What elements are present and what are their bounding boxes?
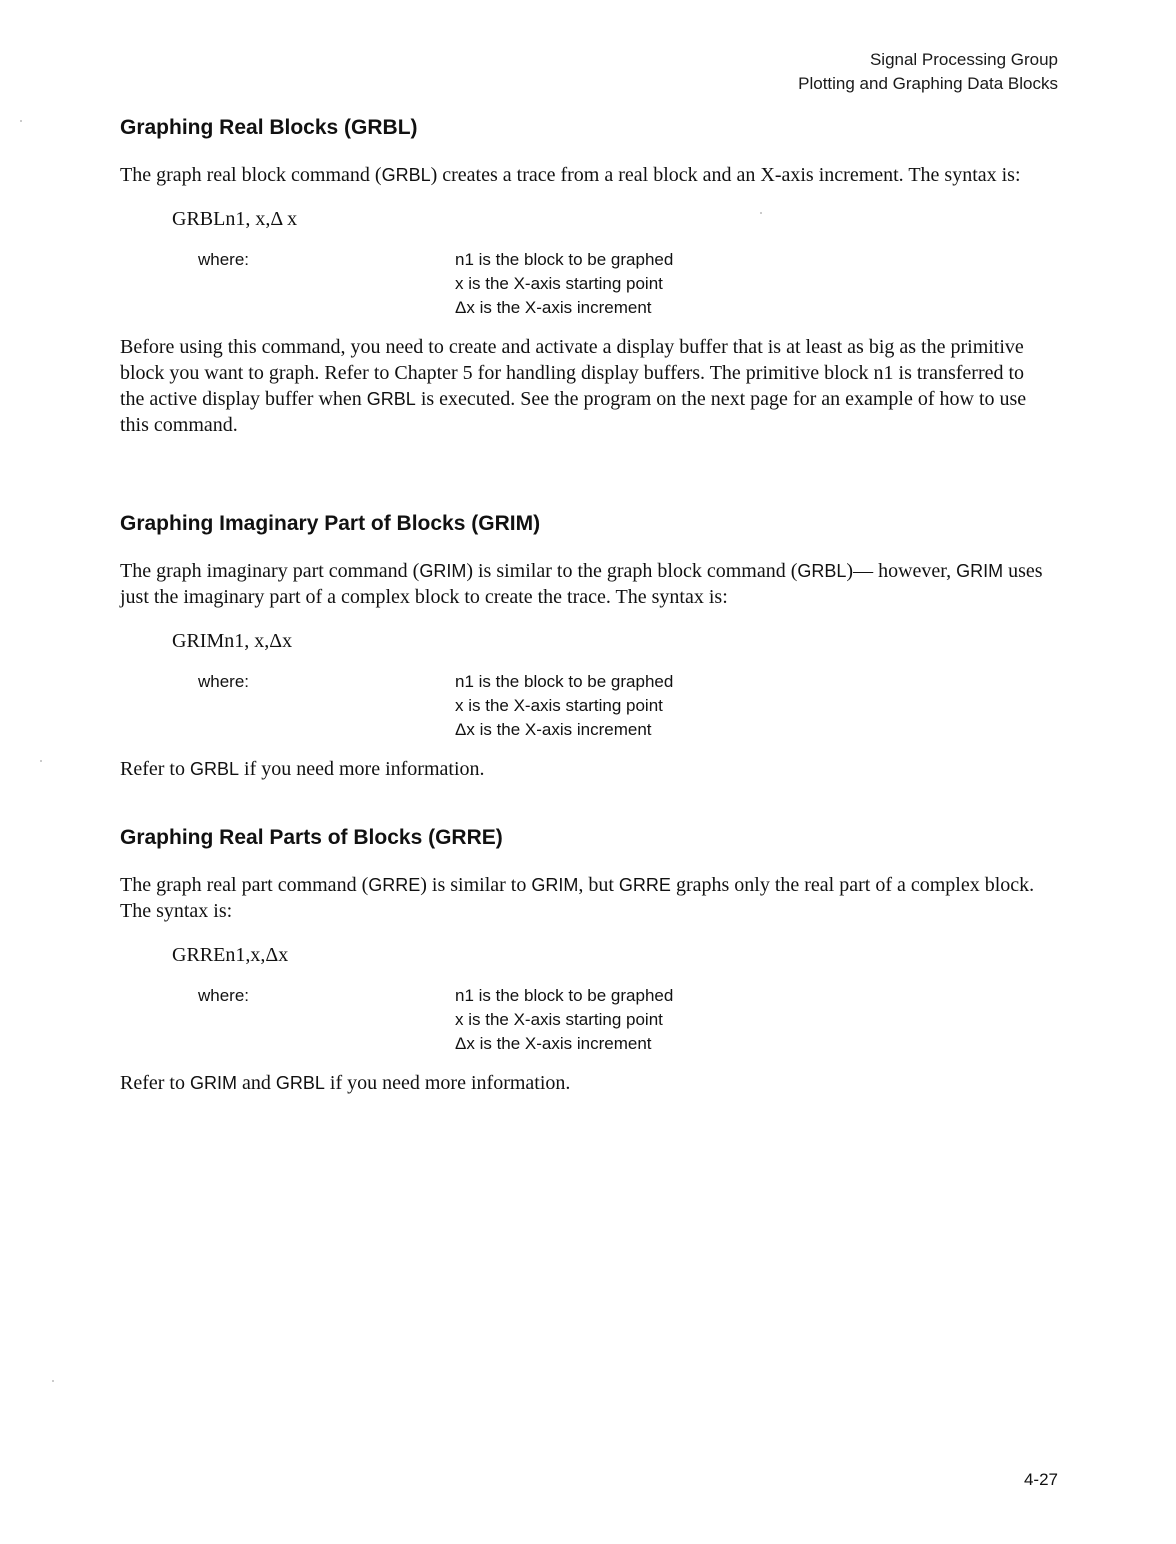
parameter-descriptions xyxy=(455,248,673,320)
text-run: and xyxy=(236,1072,276,1094)
text-run: uses just the imaginary part of a complex block to create the trace. The syntax is: xyxy=(120,560,1043,608)
section-intro xyxy=(120,162,1050,188)
where-label: where: xyxy=(198,250,250,269)
parameter-n1: n1 is the block to be graphed xyxy=(455,986,674,1005)
parameter-dx: Δx is the X-axis increment xyxy=(455,298,652,317)
parameter-descriptions xyxy=(455,984,673,1056)
scan-speck xyxy=(760,212,762,214)
text-run: )— however, xyxy=(846,560,957,582)
text-run: Refer to xyxy=(120,1072,190,1094)
parameter-n1: n1 is the block to be graphed xyxy=(455,250,674,269)
syntax-line: GRIMn1, x,Δx xyxy=(172,630,293,652)
command-name: GRBL xyxy=(381,165,431,185)
command-name: GRBL xyxy=(275,1073,325,1093)
text-run: ) is similar to the graph block command ( xyxy=(466,560,798,582)
parameter-n1: n1 is the block to be graphed xyxy=(455,672,674,691)
running-header xyxy=(798,48,1058,96)
section-heading: Graphing Real Blocks (GRBL) xyxy=(120,116,418,139)
parameter-x: x is the X-axis starting point xyxy=(455,274,663,293)
scan-speck xyxy=(40,760,42,762)
section-notes xyxy=(120,756,1050,782)
scan-speck xyxy=(52,1380,54,1382)
page-number: 4-27 xyxy=(1023,1470,1058,1489)
section-heading: Graphing Real Parts of Blocks (GRRE) xyxy=(120,826,503,849)
text-run: The graph imaginary part command ( xyxy=(120,560,420,582)
text-run: if you need more information. xyxy=(324,1072,571,1094)
parameter-x: x is the X-axis starting point xyxy=(455,696,663,715)
syntax-line: GRBLn1, x,Δ x xyxy=(172,208,298,230)
header-chapter-title: Plotting and Graphing Data Blocks xyxy=(798,74,1058,93)
section-heading: Graphing Imaginary Part of Blocks (GRIM) xyxy=(120,512,541,535)
text-run: , but xyxy=(578,874,619,896)
section-grim xyxy=(120,510,1050,782)
section-intro xyxy=(120,558,1050,610)
command-name: GRRE xyxy=(368,875,421,895)
text-run: if you need more information. xyxy=(239,758,485,780)
command-name: GRIM xyxy=(531,875,579,895)
section-intro xyxy=(120,872,1050,924)
text-run: Before using this command, you need to create and activate a display buffer that is at least as big as the primitive block you want to graph. Refer to Chapter 5 for handling display buffers. The primitive block n1 is transferred to the active display buffer when xyxy=(120,336,1025,410)
text-run: The graph real block command ( xyxy=(120,164,382,186)
parameter-dx: Δx is the X-axis increment xyxy=(455,1034,652,1053)
text-run: ) creates a trace from a real block and an X-axis increment. The syntax is: xyxy=(430,164,1021,186)
command-name: GRIM xyxy=(419,561,467,581)
command-name: GRBL xyxy=(366,389,416,409)
text-run: Refer to xyxy=(120,758,190,780)
parameter-list xyxy=(120,984,1050,1056)
header-group-name: Signal Processing Group xyxy=(869,50,1058,69)
parameter-x: x is the X-axis starting point xyxy=(455,1010,663,1029)
text-run: ) is similar to xyxy=(420,874,532,896)
section-notes xyxy=(120,1070,1050,1096)
parameter-dx: Δx is the X-axis increment xyxy=(455,720,652,739)
command-name: GRIM xyxy=(189,1073,237,1093)
command-name: GRIM xyxy=(956,561,1004,581)
section-notes xyxy=(120,334,1050,438)
section-grre xyxy=(120,824,1050,1096)
syntax-line: GRREn1,x,Δx xyxy=(172,944,289,966)
text-run: graphs only the real part of a complex block. The syntax is: xyxy=(120,874,1035,922)
parameter-list xyxy=(120,670,1050,742)
parameter-list xyxy=(120,248,1050,320)
command-name: GRRE xyxy=(618,875,671,895)
section-grbl xyxy=(120,114,1050,438)
command-name: GRBL xyxy=(797,561,847,581)
text-run: The graph real part command ( xyxy=(120,874,369,896)
command-name: GRBL xyxy=(189,759,240,779)
scan-speck xyxy=(20,120,22,122)
where-label: where: xyxy=(198,672,250,691)
where-label: where: xyxy=(198,986,250,1005)
parameter-descriptions xyxy=(455,670,673,742)
text-run: is executed. See the program on the next page for an example of how to use this command. xyxy=(120,388,1027,436)
